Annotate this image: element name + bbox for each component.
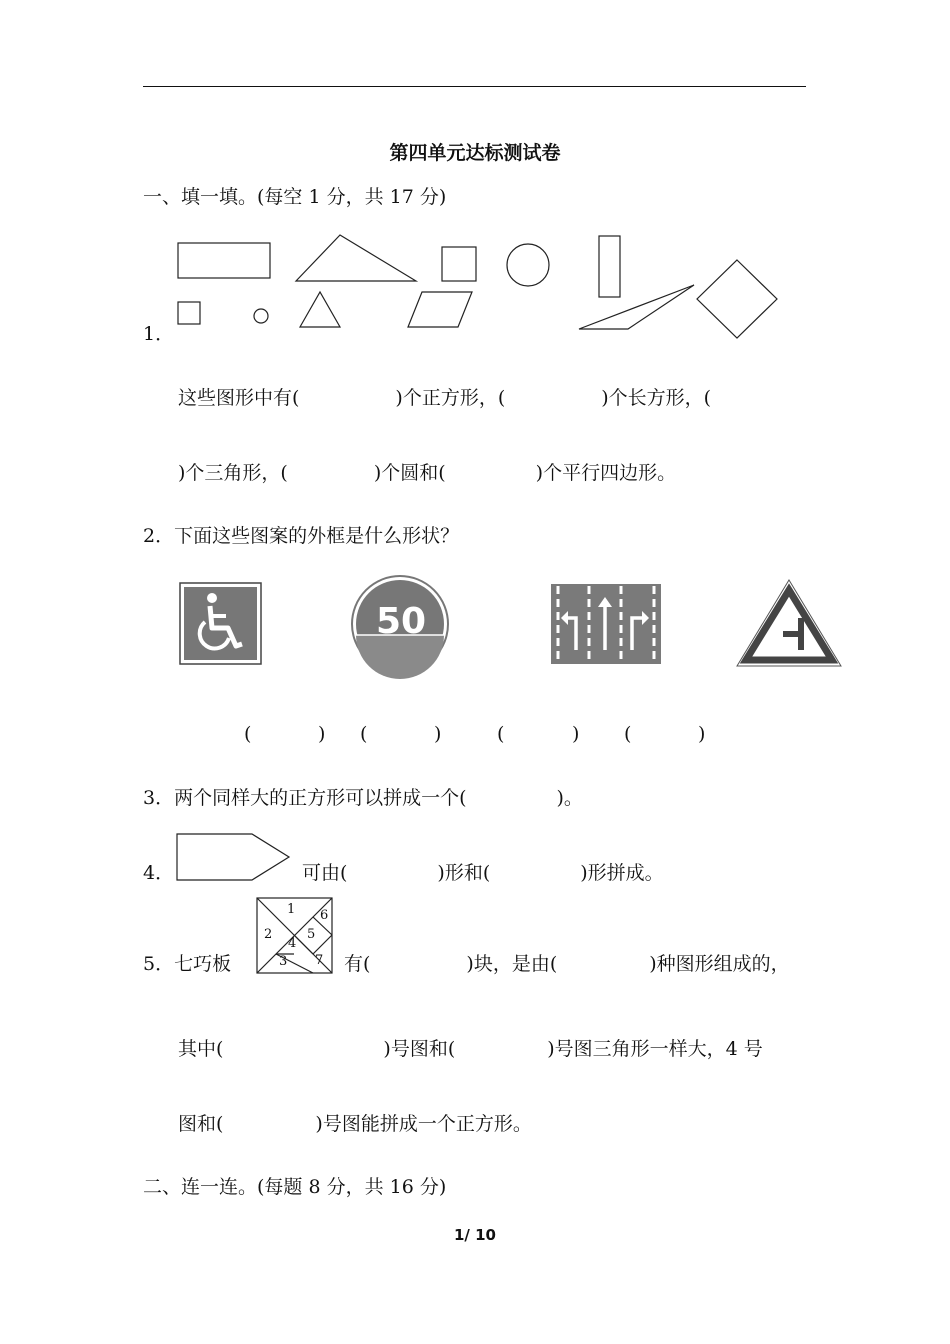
section2-heading: 二、连一连。(每题 8 分，共 16 分) (143, 1176, 447, 1198)
q2-blank-1-close: ) (318, 723, 326, 745)
q2-blank-2-open: ( (360, 723, 368, 745)
tangram-label-2: 2 (264, 927, 273, 942)
q1-text-d: )个三角形，( (178, 462, 288, 484)
q5-text-b: 有( (344, 953, 371, 975)
tangram-label-5: 5 (307, 927, 316, 942)
speed-sign-value: 50 (375, 601, 427, 642)
q5-text-i: )号图能拼成一个正方形。 (315, 1113, 532, 1135)
q1-text-c: )个长方形，( (601, 387, 712, 409)
q3-text-b: )。 (556, 787, 583, 809)
q4-text-c: )形拼成。 (580, 862, 664, 884)
q2-blank-1-open: ( (244, 723, 252, 745)
tangram-label-4: 4 (288, 936, 297, 951)
q1-number: 1． (143, 323, 175, 345)
q3-text-a: 3．两个同样大的正方形可以拼成一个( (143, 787, 467, 809)
q2-blank-3-open: ( (497, 723, 505, 745)
q5-prefix: 5．七巧板 (143, 953, 232, 975)
q5-line3 (178, 1112, 532, 1136)
q1-text-a: 这些图形中有( (178, 387, 300, 409)
q1-text-f: )个平行四边形。 (535, 462, 677, 484)
tangram-label-6: 6 (320, 908, 329, 923)
q5-text-d: )种图形组成的， (649, 953, 790, 975)
page-title: 第四单元达标测试卷 (389, 142, 561, 164)
q4-text-b: )形和( (437, 862, 491, 884)
q4-number: 4． (143, 862, 175, 884)
tangram-label-1: 1 (287, 902, 296, 917)
q2-blank-2-close: ) (434, 723, 442, 745)
tangram-label-3: 3 (279, 954, 288, 969)
q5-text-g: )号图三角形一样大，4 号 (547, 1038, 763, 1060)
q5-text-f: )号图和( (383, 1038, 456, 1060)
q5-line2 (178, 1037, 763, 1061)
section1-heading: 一、填一填。(每空 1 分，共 17 分) (143, 186, 447, 208)
q2-blank-4-close: ) (698, 723, 706, 745)
q1-text-b: )个正方形，( (395, 387, 506, 409)
q2-question: 2．下面这些图案的外框是什么形状？ (143, 525, 460, 547)
q5-line1 (344, 952, 790, 976)
q5-text-h: 图和( (178, 1113, 224, 1135)
q2-blank-4-open: ( (624, 723, 632, 745)
page-number: 1/ 10 (453, 1226, 496, 1244)
tangram-label-7: 7 (315, 953, 324, 968)
q5-text-e: 其中( (178, 1038, 224, 1060)
q2-blank-3-close: ) (572, 723, 580, 745)
q4-text-a: 可由( (302, 862, 348, 884)
q1-text-e: )个圆和( (373, 462, 446, 484)
q5-text-c: )块，是由( (466, 953, 558, 975)
